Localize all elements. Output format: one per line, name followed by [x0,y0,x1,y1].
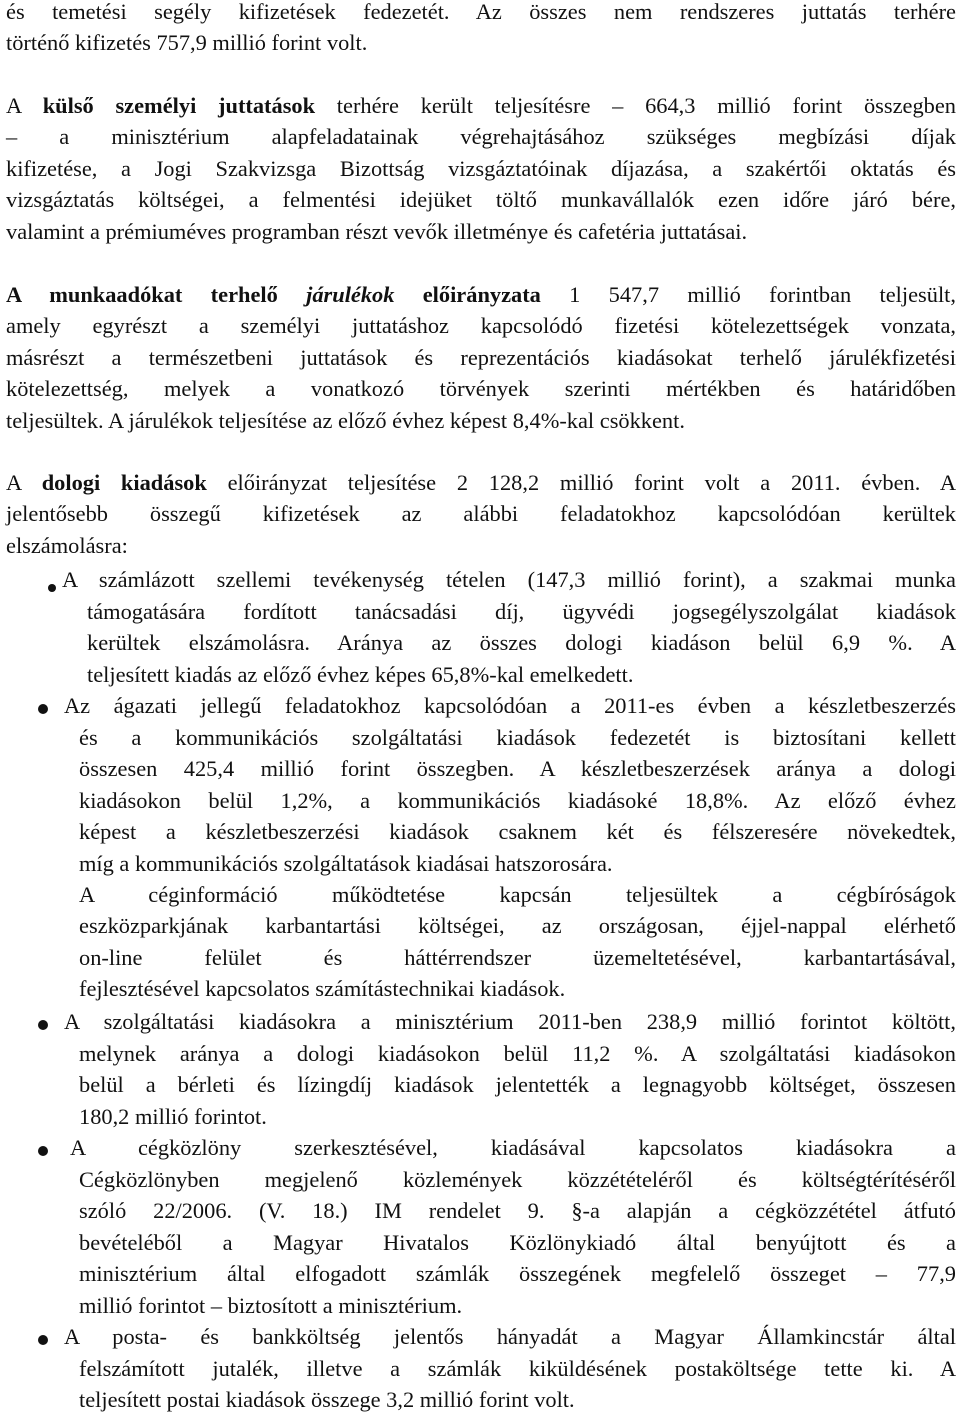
text-run: 1 547,7 millió forintban teljesült, [540,282,956,307]
text-line: – a minisztérium alapfeladatainak végrehajtásához szükséges megbízási díjak [6,124,956,150]
text-line [6,279,956,310]
text-line: bevételéből a Magyar Hivatalos Közlönykiadó által benyújtott és a [79,1229,956,1255]
bullet-icon [48,584,56,592]
bullet-text-rest [79,1164,956,1321]
bold-term: A munkaadókat terhelő [6,282,278,307]
text-line: valamint a prémiuméves programban részt vevők illetménye és cafetéria juttatásai. [6,218,748,244]
text-line: vizsgáztatás költségei, a felmentési idejüket töltő munkavállalók ezen időre járó bére, [6,187,956,213]
text-line: 180,2 millió forintot. [79,1103,267,1129]
text-line: Cégközlönyben megjelenő közlemények közzétételéről és költségtérítéséről [79,1167,956,1192]
bullet-text-first [62,564,956,595]
text-line: A posta- és bankköltség jelentős hányadát a Magyar Államkincstár által [64,1324,956,1349]
text-line: történő kifizetés 757,9 millió forint volt. [6,30,368,56]
bullet-icon [38,704,48,714]
text-run: terhére került teljesítésre – 664,3 millió forint összegben [315,93,956,118]
bold-term: előirányzata [422,282,541,307]
text-line [6,467,956,498]
text-line: teljesültek. A járulékok teljesítése az előző évhez képest 8,4%-kal csökkent. [6,407,685,433]
text-line: kerültek elszámolásra. Aránya az összes dologi kiadáson belül 6,9 %. A [87,630,956,656]
text-line: képest a készletbeszerzési kiadások csaknem két és félszeresére növekedtek, [79,819,956,845]
text-line: szóló 22/2006. (V. 18.) IM rendelet 9. §-a alapján a cégközzététel átfutó [79,1198,956,1224]
text-line: míg a kommunikációs szolgáltatások kiadásai hatszorosára. [79,850,613,876]
bullet-text-rest [79,722,956,1005]
text-line: és a kommunikációs szolgáltatási kiadások fedezetét is biztosítani kellett [79,725,956,750]
bullet-text-rest [87,596,956,690]
text-run: előirányzat teljesítése 2 128,2 millió forint volt a 2011. évben. A [206,470,956,495]
text-line: összesen 425,4 millió forint összegben. A készletbeszerzések aránya a dologi [79,756,956,782]
text-line: eszközparkjának karbantartási költségei, az országosan, éjjel-nappal elérhető [79,913,956,939]
text-line: teljesített kiadás az előző évhez képes 65,8%-kal emelkedett. [87,661,634,687]
bullet-text-first [70,1132,956,1163]
bullet-text-rest [79,1038,956,1132]
bold-term: dologi kiadások [41,470,207,495]
text-line: jelentősebb összegű kifizetések az alábbi feladatokhoz kapcsolódóan kerültek [6,501,956,527]
text-line: elszámolásra: [6,532,128,558]
text-line: minisztérium által elfogadott számlák összegének megfelelő összeget – 77,9 [79,1261,956,1287]
bold-italic-term: járulékok [306,282,395,307]
material-expenses-paragraph [6,467,956,561]
text-line: on-line felület és háttérrendszer üzemeltetésével, karbantartásával, [79,944,956,970]
text-line: kiadásokon belül 1,2%, a kommunikációs kiadásoké 18,8%. Az előző évhez [79,787,956,813]
text-line: amely egyrészt a személyi juttatáshoz kapcsolódó fizetési kötelezettségek vonzata, [6,313,956,339]
text-line: kifizetése, a Jogi Szakvizsga Bizottság vizsgáztatóinak díjazása, a szakértői oktatás és [6,155,956,181]
contributions-paragraph [6,279,956,436]
text-run: A [6,470,42,495]
text-line: A szolgáltatási kiadásokra a minisztérium 2011-ben 238,9 millió forintot költött, [64,1009,956,1034]
bullet-icon [38,1146,48,1156]
bullet-icon [38,1335,48,1345]
text-line: A cégközlöny szerkesztésével, kiadásával kapcsolatos kiadásokra a [70,1135,956,1160]
bullet-text-first [64,1006,956,1037]
bullet-icon [38,1020,48,1030]
bold-term: külső személyi juttatások [42,93,316,118]
bullet-text-rest [79,1353,956,1416]
external-personal-benefits-paragraph [6,90,956,247]
text-line: melynek aránya a dologi kiadásokon belül 11,2 %. A szolgáltatási kiadásokon [79,1041,956,1066]
text-line: kötelezettség, melyek a vonatkozó törvények szerinti mértékben és határidőben [6,376,956,402]
bullet-text-first [64,690,956,721]
text-line: teljesített postai kiadások összege 3,2 millió forint volt. [79,1387,575,1413]
text-line: belül a bérleti és lízingdíj kiadások jelentették a legnagyobb költséget, összesen [79,1072,956,1098]
text-line: millió forintot – biztosított a minisztérium. [79,1292,463,1318]
text-line: és temetési segély kifizetések fedezetét. Az összes nem rendszeres juttatás terhére [6,0,956,24]
text-line [6,90,956,121]
text-line: támogatására fordított tanácsadási díj, ügyvédi jogsegélyszolgálat kiadások [87,599,956,624]
bullet-text-first [64,1321,956,1352]
text-line: felszámított jutalék, illetve a számlák kiküldésének postaköltsége tette ki. A [79,1356,956,1381]
intro-paragraph [6,0,956,59]
text-line: A céginformáció működtetése kapcsán teljesültek a cégbíróságok [79,882,956,908]
text-run: A [6,93,43,118]
text-line: Az ágazati jellegű feladatokhoz kapcsolódóan a 2011-es évben a készletbeszerzés [64,693,956,718]
text-line: fejlesztésével kapcsolatos számítástechnikai kiadások. [79,976,566,1002]
text-line: másrészt a természetbeni juttatások és reprezentációs kiadásokat terhelő járulékfizetési [6,344,956,370]
text-line: A számlázott szellemi tevékenység tételen (147,3 millió forint), a szakmai munka [62,567,956,592]
